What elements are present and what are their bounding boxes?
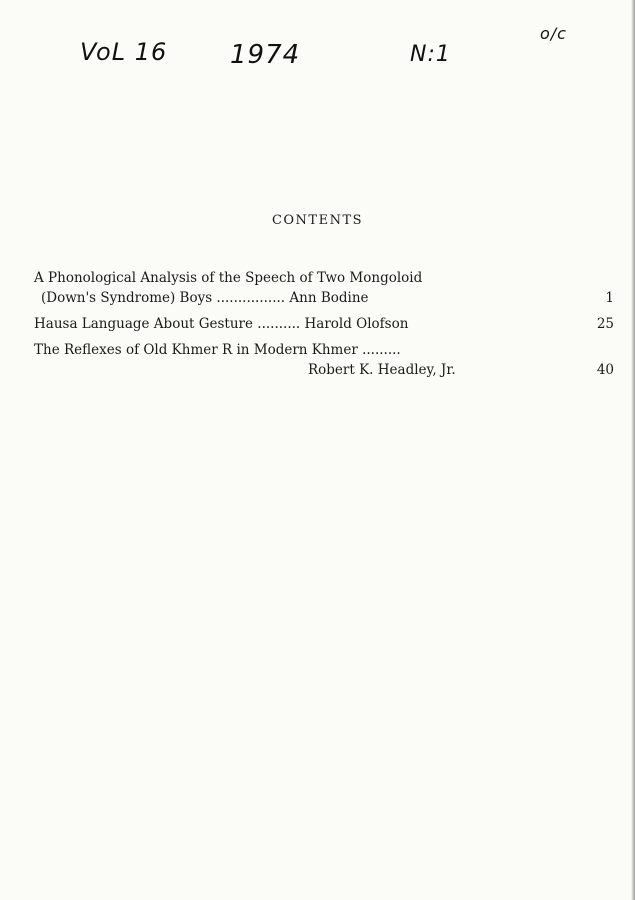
handwritten-volume: VoL 16	[80, 38, 168, 66]
toc-entry-author: Harold Olofson	[304, 316, 409, 332]
toc-entry	[34, 314, 614, 334]
toc-entry-author: Ann Bodine	[289, 290, 369, 306]
toc-entry-page: 1	[605, 290, 614, 306]
toc-entry-title-line2: (Down's Syndrome) Boys ................	[41, 290, 286, 306]
handwritten-corner-note: o/c	[540, 24, 567, 43]
handwritten-number: N:1	[410, 42, 451, 67]
table-of-contents	[34, 268, 614, 380]
scan-edge-shadow	[631, 0, 635, 900]
toc-entry	[34, 268, 614, 308]
toc-entry-page: 40	[596, 362, 614, 378]
toc-entry	[34, 340, 614, 380]
toc-entry-title: A Phonological Analysis of the Speech of Two Mongoloid	[34, 270, 423, 286]
toc-entry-author-row	[34, 360, 614, 380]
toc-entry-author: Robert K. Headley, Jr.	[308, 362, 456, 378]
handwritten-year: 1974	[230, 40, 301, 70]
toc-entry-page: 25	[596, 316, 614, 332]
contents-heading: CONTENTS	[271, 213, 364, 228]
toc-entry-title: Hausa Language About Gesture ..........	[34, 316, 301, 332]
toc-entry-title-continued	[34, 288, 614, 308]
toc-entry-title-row	[34, 314, 614, 334]
toc-entry-title: The Reflexes of Old Khmer R in Modern Khmer .........	[34, 342, 401, 358]
